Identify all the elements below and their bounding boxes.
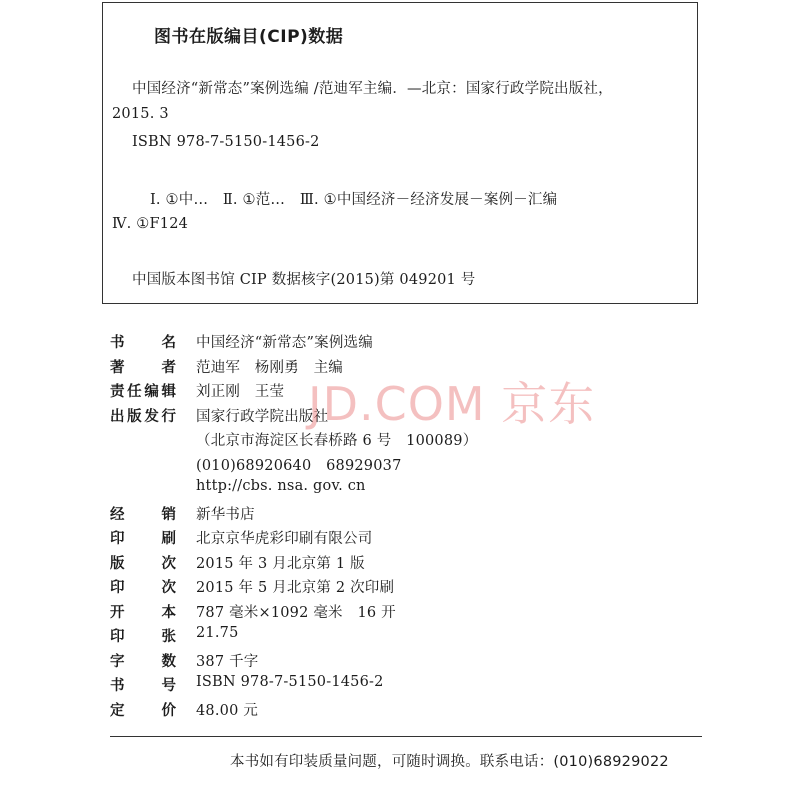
- detail-label: 印张: [110, 629, 176, 645]
- detail-label: 定价: [110, 702, 176, 719]
- detail-label: 出版发行: [110, 408, 176, 425]
- detail-label: 印刷: [110, 531, 176, 547]
- detail-value: 北京京华虎彩印刷有限公司: [196, 531, 373, 547]
- detail-label: 开本: [110, 604, 176, 621]
- cip-frame-left-border: [102, 2, 103, 304]
- detail-value: 范迪军 杨刚勇 主编: [196, 359, 343, 376]
- cip-publication-date: 2015. 3: [112, 106, 169, 122]
- detail-label: 书号: [110, 678, 176, 694]
- detail-value: ISBN 978-7-5150-1456-2: [196, 674, 384, 690]
- detail-value: (010)68920640 68929037: [196, 457, 402, 474]
- cip-classification: Ⅳ. ①F124: [112, 216, 189, 232]
- cip-frame-top-border: [102, 2, 698, 3]
- detail-value: 48.00 元: [196, 702, 259, 719]
- detail-label: 书名: [110, 335, 176, 351]
- cip-title-responsibility: 中国经济“新常态”案例选编 /范迪军主编．—北京：国家行政学院出版社，: [132, 81, 613, 97]
- footer-rule: [110, 736, 702, 737]
- detail-label: 责任编辑: [110, 384, 176, 400]
- cip-title: 图书在版编目(CIP)数据: [154, 27, 344, 47]
- cip-frame-right-border: [697, 2, 698, 304]
- cip-record-number: 中国版本图书馆 CIP 数据核字(2015)第 049201 号: [132, 272, 476, 288]
- detail-value: 387 千字: [196, 653, 259, 670]
- detail-label: 著者: [110, 359, 176, 376]
- detail-label: 印次: [110, 580, 176, 596]
- detail-label: 字数: [110, 653, 176, 670]
- detail-label: 经销: [110, 506, 176, 523]
- detail-value: （北京市海淀区长春桥路 6 号 100089）: [196, 433, 478, 449]
- cip-isbn: ISBN 978-7-5150-1456-2: [132, 134, 320, 150]
- detail-value: 新华书店: [196, 506, 255, 523]
- detail-value: 21.75: [196, 625, 239, 641]
- detail-value: 中国经济“新常态”案例选编: [196, 335, 373, 351]
- detail-value: 国家行政学院出版社: [196, 408, 329, 425]
- detail-value: 2015 年 5 月北京第 2 次印刷: [196, 580, 395, 596]
- detail-value: 刘正刚 王莹: [196, 384, 285, 400]
- detail-value: 2015 年 3 月北京第 1 版: [196, 555, 365, 572]
- jd-watermark: JD.COM 京东: [308, 377, 596, 431]
- cip-frame-bottom-border: [102, 303, 698, 304]
- detail-value: http://cbs. nsa. gov. cn: [196, 478, 366, 494]
- detail-label: 版次: [110, 555, 176, 572]
- cip-subject-terms: Ⅰ. ①中… Ⅱ. ①范… Ⅲ. ①中国经济－经济发展－案例－汇编: [150, 192, 558, 208]
- quality-notice: 本书如有印装质量问题，可随时调换。联系电话：(010)68929022: [230, 754, 669, 770]
- detail-value: 787 毫米×1092 毫米 16 开: [196, 604, 396, 621]
